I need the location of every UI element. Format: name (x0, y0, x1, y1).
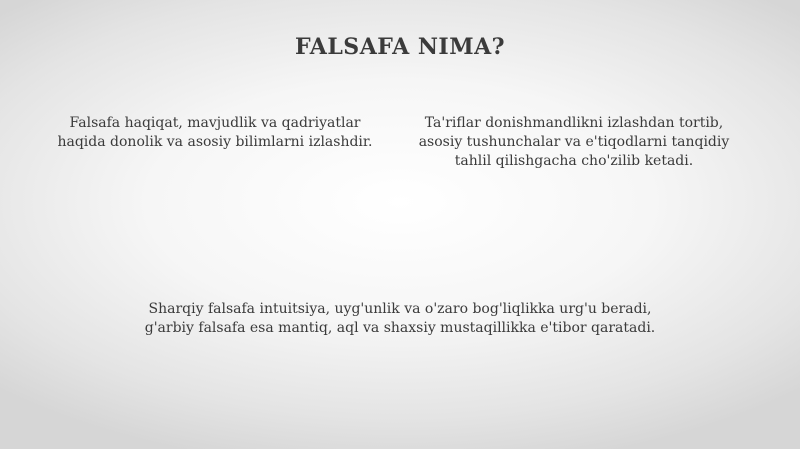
right-paragraph (400, 114, 748, 171)
slide-title: FALSAFA NIMA? (294, 34, 506, 60)
bottom-paragraph-line: g'arbiy falsafa esa mantiq, aql va shaxsiy mustaqillikka e'tibor qaratadi. (144, 320, 656, 336)
left-paragraph-line: Falsafa haqiqat, mavjudlik va qadriyatlar (69, 115, 361, 131)
left-paragraph (40, 114, 390, 152)
left-paragraph-line: haqida donolik va asosiy bilimlarni izlashdir. (57, 134, 373, 150)
right-paragraph-line: asosiy tushunchalar va e'tiqodlarni tanqidiy (418, 134, 730, 150)
bottom-paragraph-line: Sharqiy falsafa intuitsiya, uyg'unlik va o'zaro bog'liqlikka urg'u beradi, (148, 301, 652, 317)
right-paragraph-line: Ta'riflar donishmandlikni izlashdan tortib, (424, 115, 724, 131)
right-paragraph-line: tahlil qilishgacha cho'zilib ketadi. (454, 153, 694, 169)
bottom-paragraph (50, 300, 750, 338)
